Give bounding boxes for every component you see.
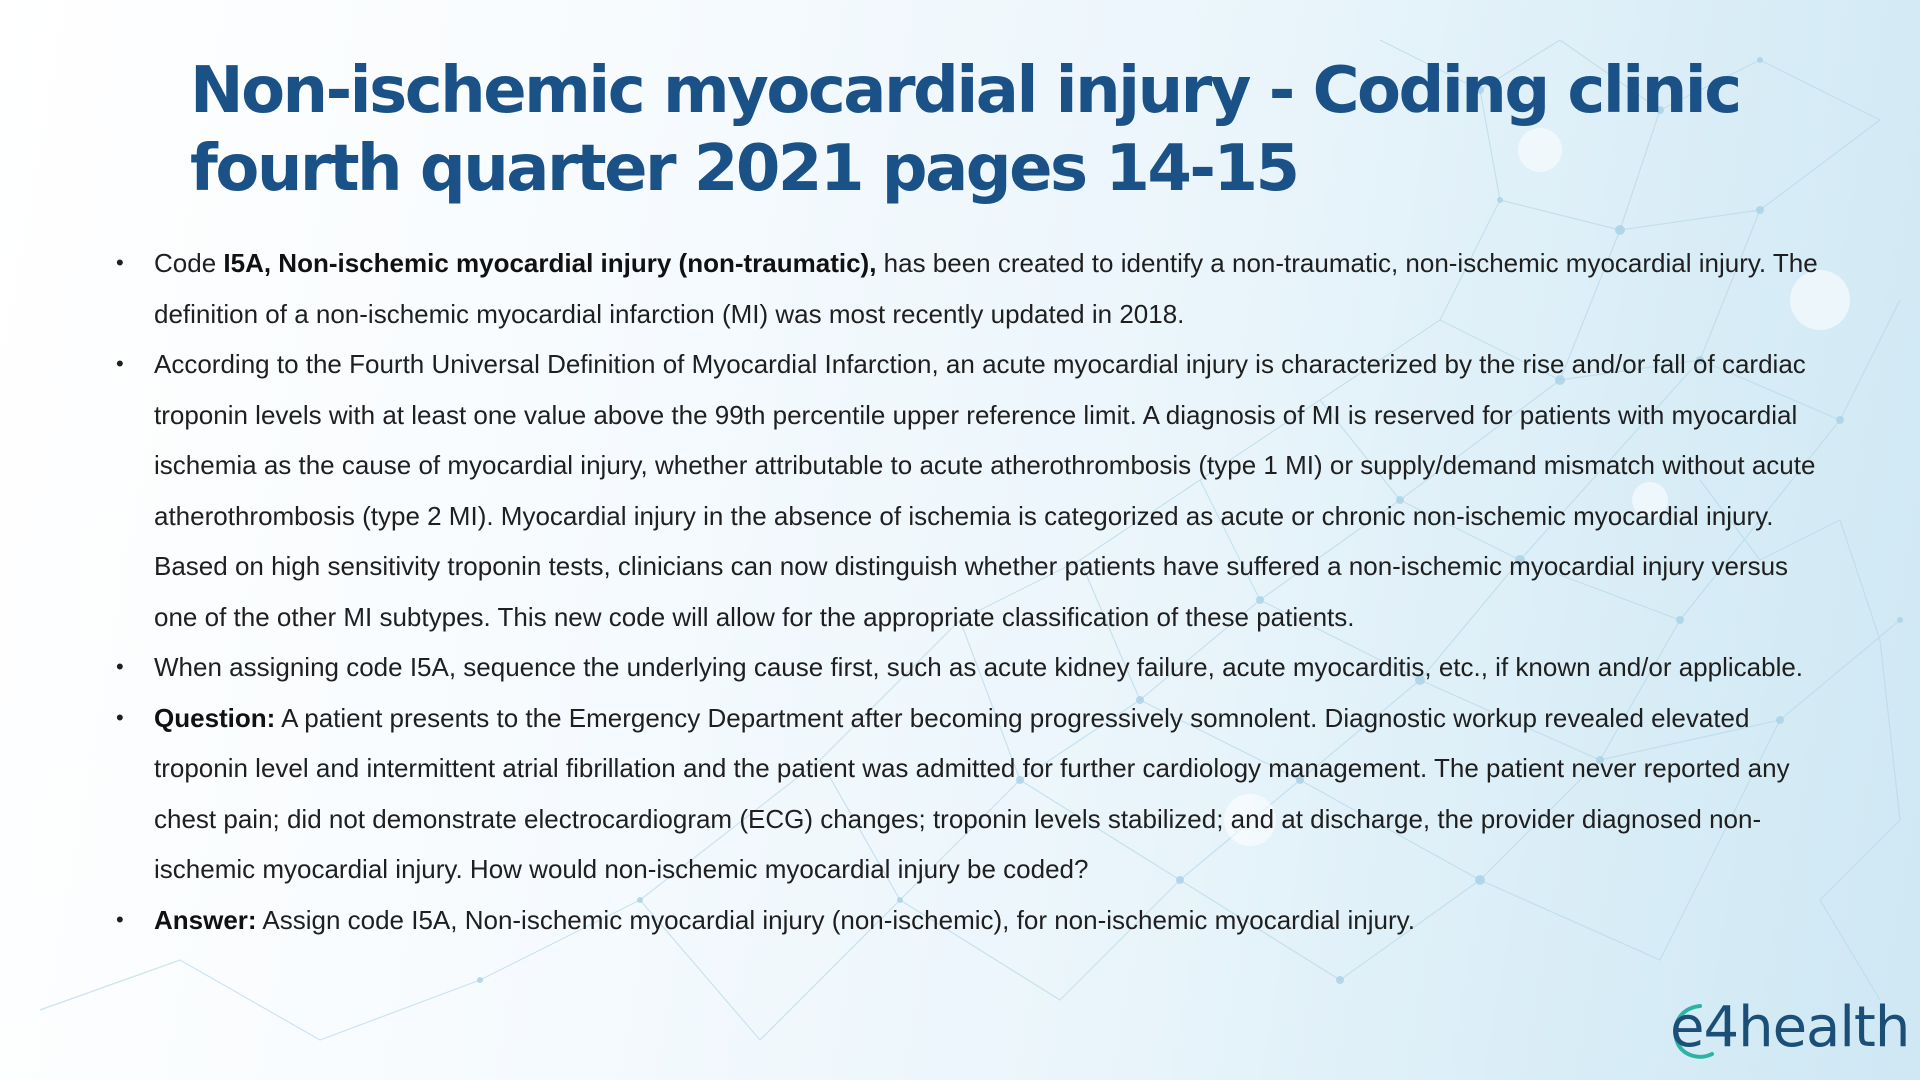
bullet-text: When assigning code I5A, sequence the underlying cause first, such as acute kidney failure, acute myocarditis, etc., if known and/or applicable. [154, 652, 1804, 682]
bullet-text: Assign code I5A, Non-ischemic myocardial injury (non-ischemic), for non-ischemic myocardial injury. [256, 904, 1415, 935]
bullet-bold-text: Answer: [154, 904, 257, 935]
bullet-symbol: • [116, 704, 124, 730]
bullet-text: has been created to identify a non-traumatic, non-ischemic myocardial injury. The definition of a non-ischemic myocardial infarction (MI) was most recently updated in 2018. [154, 248, 1818, 329]
logo-text: e4health [1670, 995, 1910, 1060]
bullet-bold-text: I5A, Non-ischemic myocardial injury (non-traumatic), [223, 248, 877, 278]
bullet-item-code-definition [116, 238, 1836, 339]
bullet-item-sequencing [116, 642, 1836, 693]
bullet-symbol: • [116, 351, 124, 376]
bullet-symbol: • [116, 654, 124, 679]
bullet-symbol: • [116, 906, 124, 932]
bullet-text: According to the Fourth Universal Definition of Myocardial Infarction, an acute myocardial injury is characterized by the rise and/or fall of cardiac troponin levels with at least one value above the 99th percentile upper reference limit. A diagnosis of MI is reserved for patients with myocardial ischemia as the cause of myocardial injury, whether attributable to acute atherothrombosis (type 1 MI) or supply/demand mismatch without acute atherothrombosis (type 2 MI). Myocardial injury in the absence of ischemia is categorized as acute or chronic non-ischemic myocardial injury. Based on high sensitivity troponin tests, clinicians can now distinguish whether patients have suffered a non-ischemic myocardial injury versus one of the other MI subtypes. This new code will allow for the appropriate classification of these patients. [154, 349, 1816, 632]
slide-title-line-1: Non-ischemic myocardial injury - Coding clinic [190, 54, 1740, 128]
bullet-text: A patient presents to the Emergency Department after becoming progressively somnolent. Diagnostic workup revealed elevated troponin level and intermittent atrial fibrillation and the patient was admitted for further cardiology management. The patient never reported any chest pain; did not demonstrate electrocardiogram (ECG) changes; troponin levels stabilized; and at discharge, the provider diagnosed non-ischemic myocardial injury. How would non-ischemic myocardial injury be coded? [154, 702, 1790, 884]
bullet-item-question [116, 693, 1836, 895]
bullet-symbol: • [116, 250, 124, 275]
bullet-item-universal-definition [116, 339, 1836, 642]
bullet-bold-text: Question: [154, 702, 276, 733]
bullet-prefix: Code [154, 248, 224, 278]
slide-title [190, 52, 1840, 208]
e4health-logo [1666, 992, 1910, 1064]
bullet-list [116, 238, 1836, 945]
bullet-item-answer [116, 895, 1836, 946]
slide-title-line-2: fourth quarter 2021 pages 14-15 [190, 132, 1298, 206]
